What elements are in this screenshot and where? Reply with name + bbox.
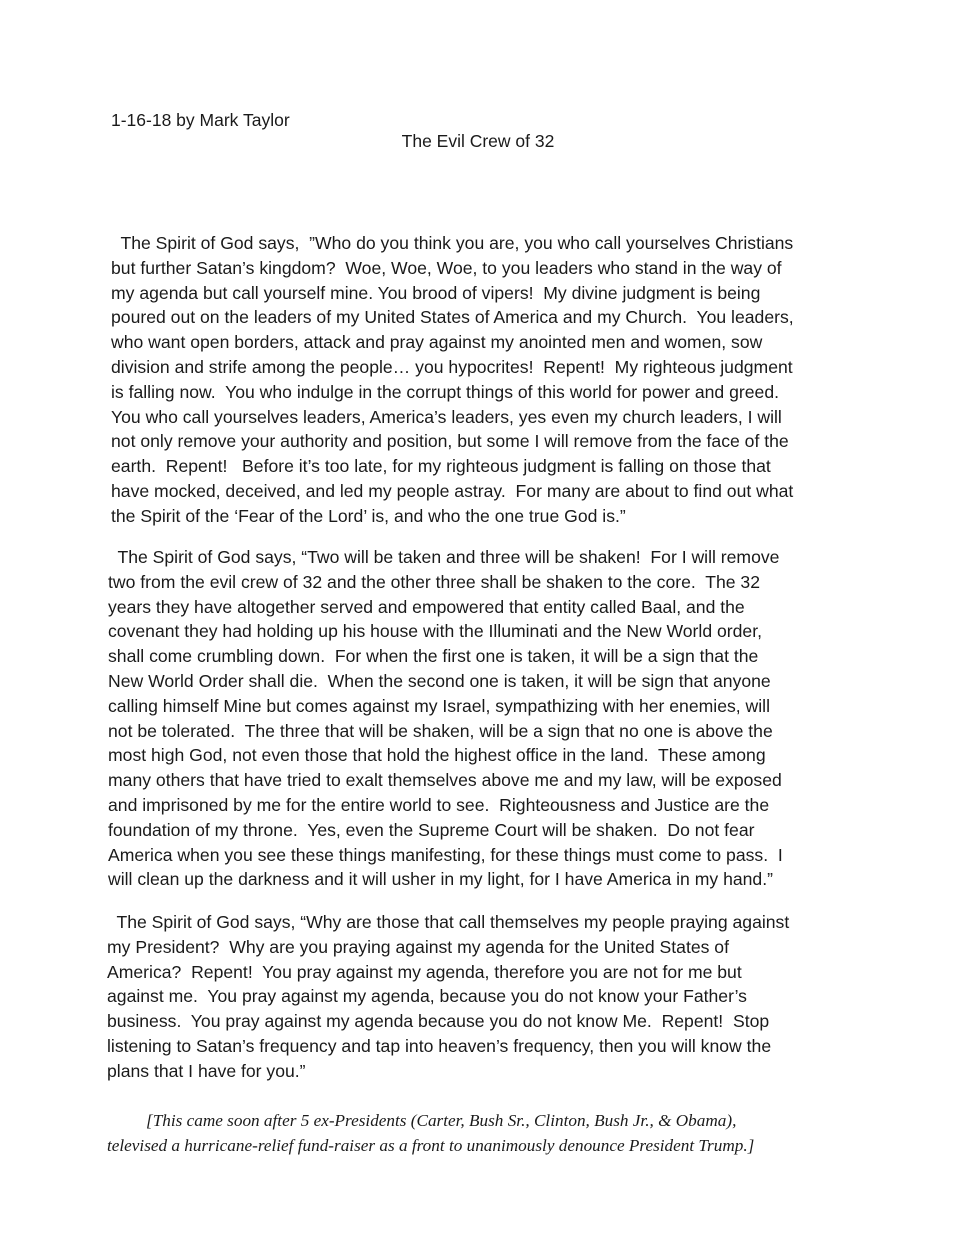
paragraph-line: is falling now. You who indulge in the corrupt things of this world for power and greed. xyxy=(111,381,779,402)
note-line: televised a hurricane-relief fund-raiser as a front to unanimously denounce President Trump.] xyxy=(107,1136,755,1155)
paragraph-line: America when you see these things manifesting, for these things must come to pass. I xyxy=(108,844,783,865)
paragraph-line: covenant they had holding up his house with the Illuminati and the New World order, xyxy=(108,621,762,642)
paragraph-line: New World Order shall die. When the second one is taken, it will be sign that anyone xyxy=(108,670,771,691)
paragraph-line: against me. You pray against my agenda, because you do not know your Father’s xyxy=(107,986,747,1007)
paragraph-line: America? Repent! You pray against my agenda, therefore you are not for me but xyxy=(107,961,742,982)
paragraph-line: my President? Why are you praying against my agenda for the United States of xyxy=(107,936,729,957)
paragraph-line: The Spirit of God says, “Two will be taken and three will be shaken! For I will remove xyxy=(108,547,780,567)
paragraph-line: years they have altogether served and empowered that entity called Baal, and the xyxy=(108,596,745,617)
paragraph-line: listening to Satan’s frequency and tap into heaven’s frequency, then you will know the xyxy=(107,1035,772,1056)
paragraph-2 xyxy=(108,545,848,892)
editorial-note xyxy=(107,1108,847,1158)
paragraph-line: division and strife among the people… you hypocrites! Repent! My righteous judgment xyxy=(111,356,793,377)
document-title-text: The Evil Crew of 32 xyxy=(401,131,555,151)
paragraph-line: will clean up the darkness and it will usher in my light, for I have America in my hand.” xyxy=(108,869,773,890)
paragraph-1 xyxy=(111,231,851,529)
byline: 1-16-18 by Mark Taylor xyxy=(111,110,290,130)
note-line: [This came soon after 5 ex-Presidents (Carter, Bush Sr., Clinton, Bush Jr., & Obama), xyxy=(146,1111,737,1130)
paragraph-line: but further Satan’s kingdom? Woe, Woe, Woe, to you leaders who stand in the way of xyxy=(111,257,782,278)
paragraph-line: the Spirit of the ‘Fear of the Lord’ is, and who the one true God is.” xyxy=(111,505,626,526)
paragraph-line: business. You pray against my agenda because you do not know Me. Repent! Stop xyxy=(107,1011,770,1032)
paragraph-line: earth. Repent! Before it’s too late, for my righteous judgment is falling on those that xyxy=(111,456,771,477)
paragraph-line: my agenda but call yourself mine. You brood of vipers! My divine judgment is being xyxy=(111,282,761,303)
document-title xyxy=(0,130,956,152)
paragraph-3 xyxy=(107,910,847,1084)
paragraph-line: not only remove your authority and position, but some I will remove from the face of the xyxy=(111,431,789,452)
paragraph-line: two from the evil crew of 32 and the other three shall be shaken to the core. The 32 xyxy=(108,571,760,592)
paragraph-line: not be tolerated. The three that will be shaken, will be a sign that no one is above the xyxy=(108,720,773,741)
paragraph-line: calling himself Mine but comes against my Israel, sympathizing with her enemies, will xyxy=(108,695,770,716)
paragraph-line: who want open borders, attack and pray against my anointed men and women, sow xyxy=(111,332,763,353)
paragraph-line: You who call yourselves leaders, America’s leaders, yes even my church leaders, I will xyxy=(111,406,782,427)
paragraph-line: plans that I have for you.” xyxy=(107,1060,306,1081)
paragraph-line: and imprisoned by me for the entire world to see. Righteousness and Justice are the xyxy=(108,794,770,815)
paragraph-line: poured out on the leaders of my United States of America and my Church. You leaders, xyxy=(111,307,794,328)
paragraph-line: The Spirit of God says, ”Who do you think you are, you who call yourselves Christians xyxy=(111,233,794,253)
paragraph-line: most high God, not even those that hold the highest office in the land. These among xyxy=(108,745,766,766)
paragraph-line: many others that have tried to exalt themselves above me and my law, will be exposed xyxy=(108,770,782,791)
paragraph-line: shall come crumbling down. For when the first one is taken, it will be a sign that the xyxy=(108,646,759,667)
paragraph-line: have mocked, deceived, and led my people astray. For many are about to find out what xyxy=(111,480,794,501)
paragraph-line: The Spirit of God says, “Why are those that call themselves my people praying against xyxy=(107,912,790,932)
paragraph-line: foundation of my throne. Yes, even the Supreme Court will be shaken. Do not fear xyxy=(108,819,755,840)
